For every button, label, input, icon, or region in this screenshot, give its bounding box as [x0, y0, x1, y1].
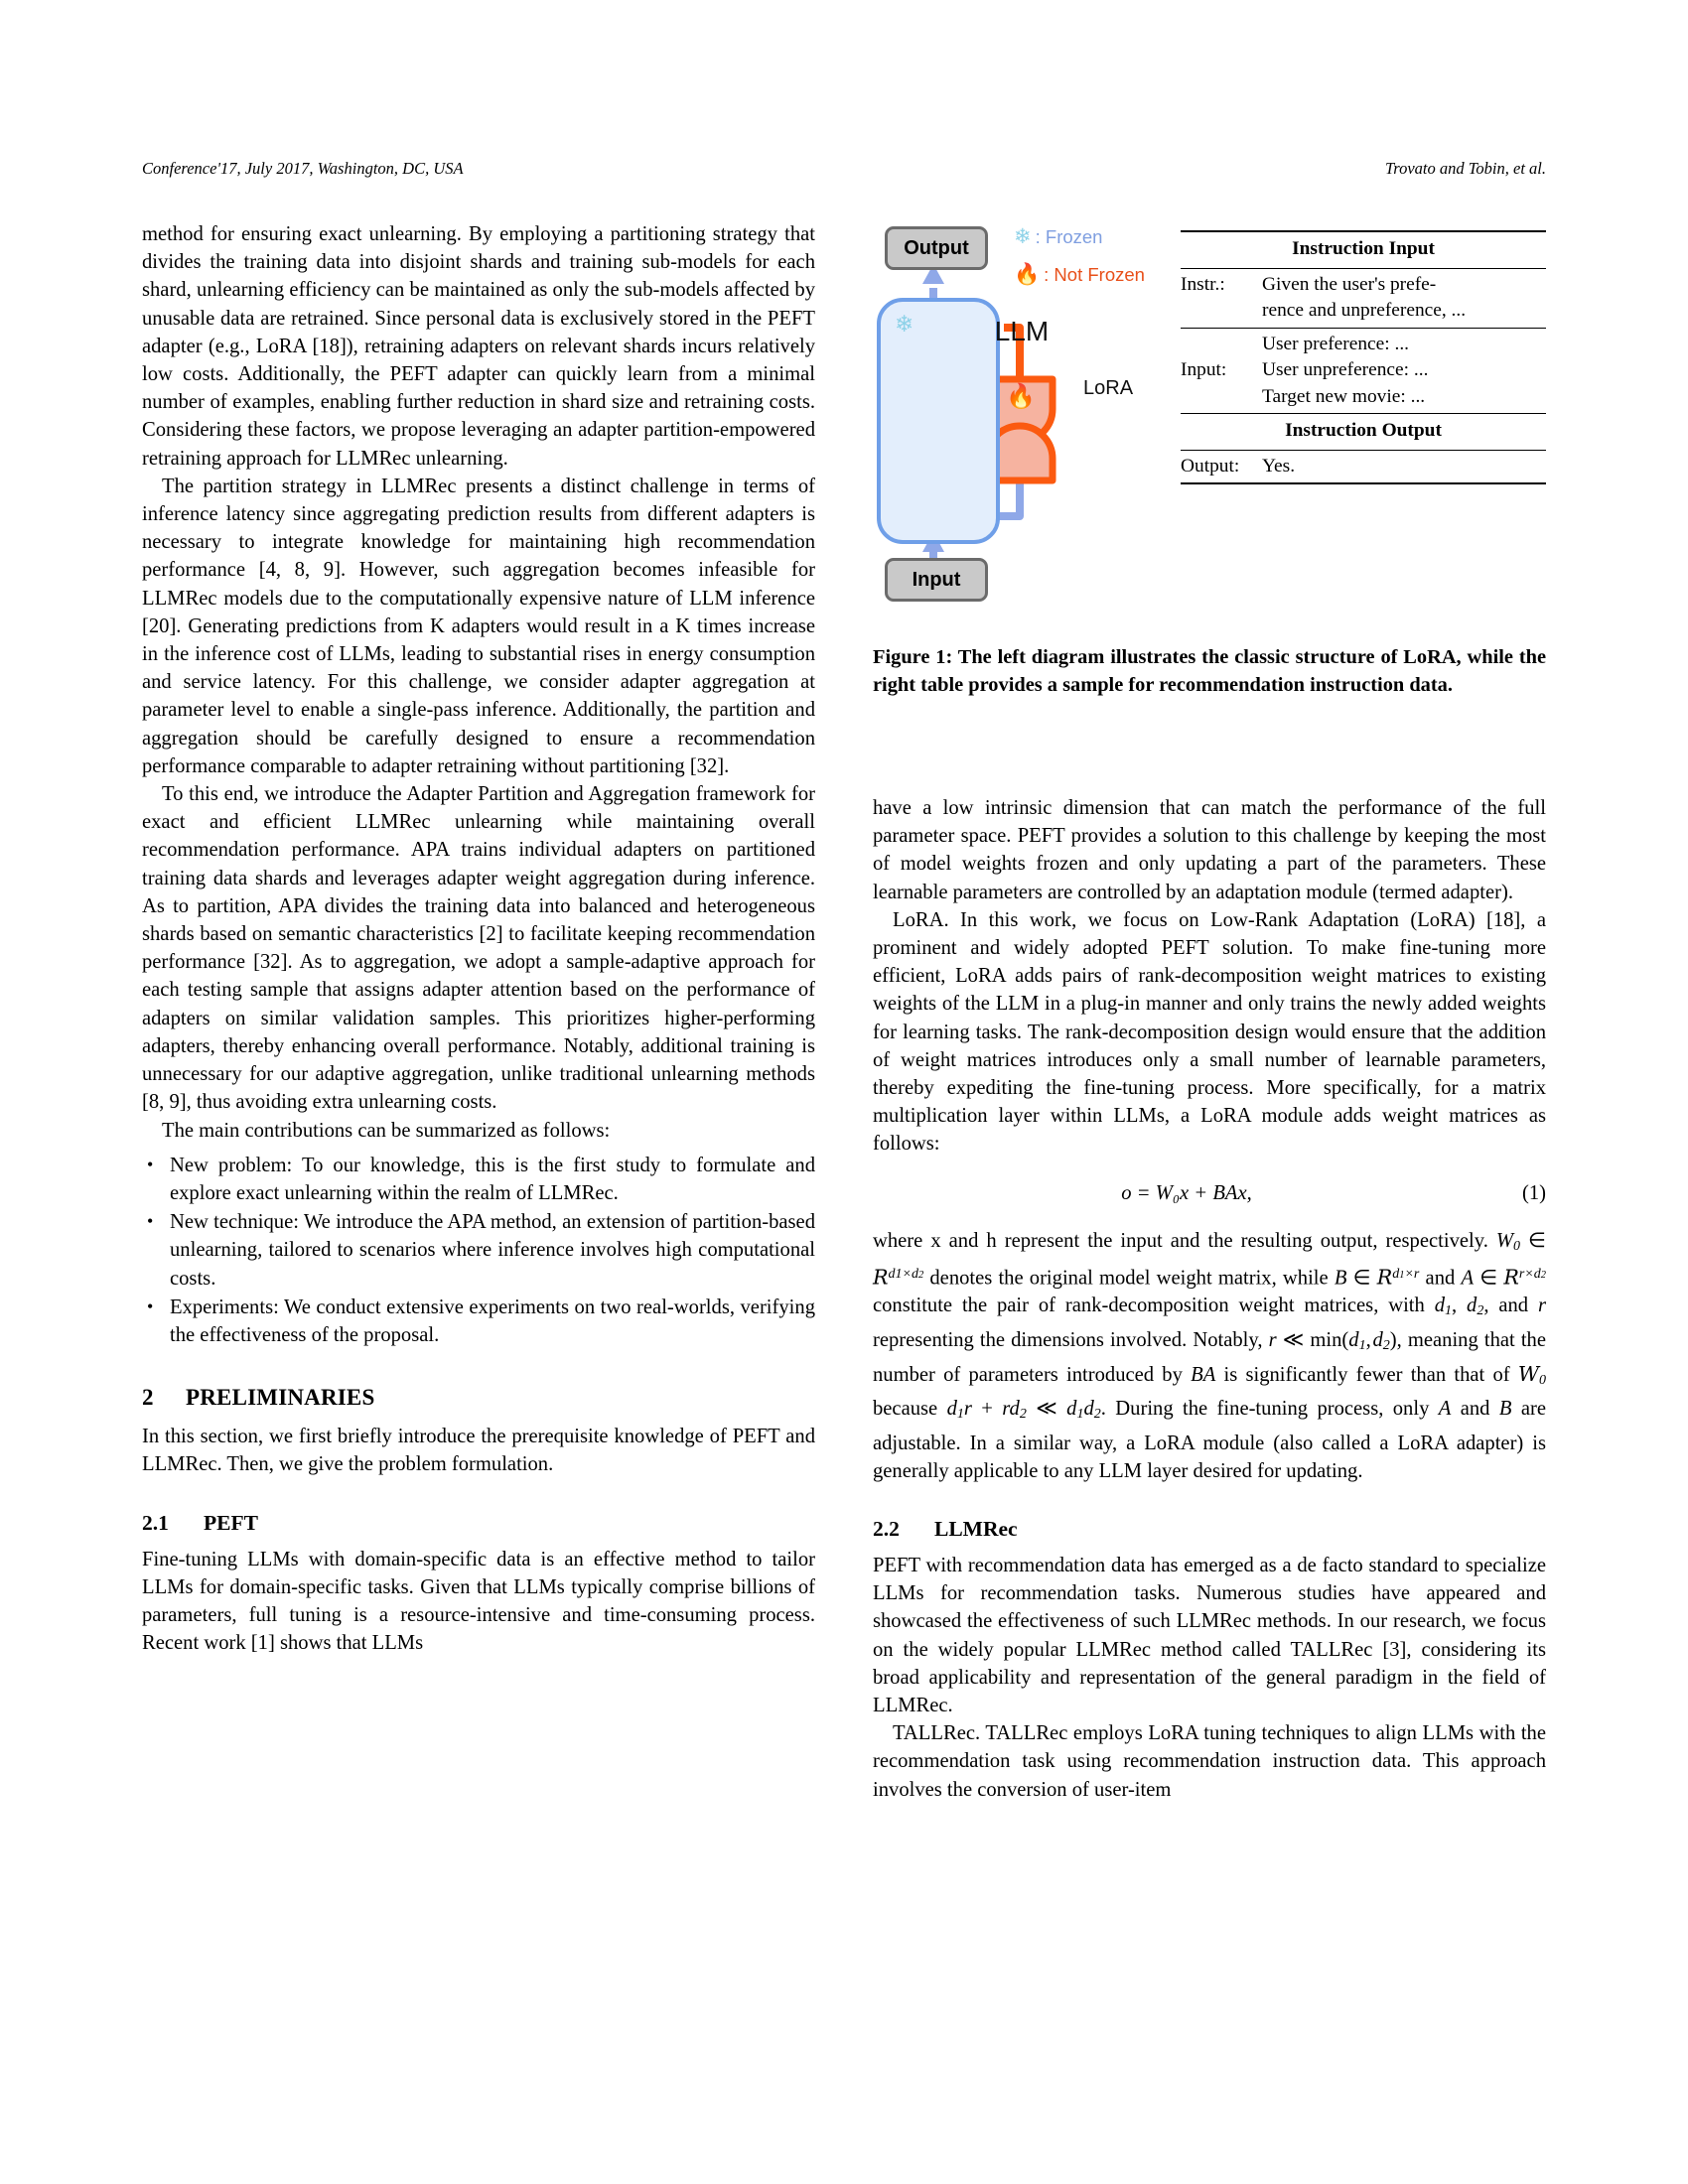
table-cell-key: Output:	[1181, 450, 1262, 483]
instruction-table-wrap	[1181, 230, 1546, 484]
equation-tag: (1)	[1521, 1181, 1546, 1204]
subsection-heading-llmrec	[873, 1517, 1546, 1542]
figure-1	[873, 220, 1546, 699]
value-line: User unpreference: ...	[1262, 359, 1429, 380]
paragraph: Fine-tuning LLMs with domain-specific data is an effective method to tailor LLMs for domain-specific tasks. Given that LLMs typically comprise billions of parameters, full tuning is a resource-intensive and time-consuming process. Recent work [1] shows that LLMs	[142, 1548, 815, 1655]
paragraph: In this section, we first briefly introduce the prerequisite knowledge of PEFT and LLMRec. Then, we give the problem formulation.	[142, 1426, 815, 1476]
paragraph: PEFT with recommendation data has emerged as a de facto standard to specialize LLMs for recommendation tasks. Numerous studies have appeared and showcased the effectiveness of such LLMRec methods. In our research, we focus on the widely popular LLMRec method called TALLRec [3], considering its broad applicability and representation of the general paradigm in the field of LLMRec.	[873, 1554, 1546, 1716]
llm-label: LLM	[994, 316, 1050, 346]
list-item: • New technique: We introduce the APA method, an extension of partition-based unlearning, tailored to scenarios where inference involves high computational costs.	[166, 1208, 815, 1293]
section-title: PRELIMINARIES	[186, 1385, 375, 1411]
subsection-title: PEFT	[204, 1510, 258, 1535]
subsection-title: LLMRec	[934, 1516, 1018, 1541]
paragraph: To this end, we introduce the Adapter Partition and Aggregation framework for exact and efficient LLMRec unlearning while maintaining overall recommendation performance. APA trains individual adapters on partitioned training data shards and leverages adapter weight aggregation during inference. As to partition, APA divides the training data into balanced and heterogeneous shards based on semantic characteristics [2] to facilitate keeping recommendation performance [32]. As to aggregation, we adopt a sample-adaptive approach for each testing sample that assigns adapter attention based on the performance of adapters on similar validation samples. This prioritizes higher-performing adapters, thereby enhancing overall performance. Notably, additional training is unnecessary for our adaptive aggregation, unlike traditional unlearning methods [8, 9], thus avoiding extra unlearning costs.	[142, 783, 815, 1114]
paragraph-lead: where x and h represent the input and the resulting output, respectively.	[873, 1229, 1488, 1252]
lora-label: LoRA	[1083, 377, 1134, 399]
subsection-number: 2.1	[142, 1510, 169, 1535]
left-column	[142, 220, 815, 1657]
output-node: Output	[885, 226, 988, 270]
section-heading-preliminaries	[142, 1385, 815, 1411]
table-cell-key: Instr.:	[1181, 268, 1262, 328]
value-line: Target new movie: ...	[1262, 385, 1426, 407]
paragraph: LoRA. In this work, we focus on Low-Rank Adaptation (LoRA) [18], a prominent and widely adopted PEFT solution. To make fine-tuning more efficient, LoRA adds pairs of rank-decomposition weight matrices to existing weights of the LLM in a plug-in manner and only trains the newly added weights for learning tasks. The rank-decomposition design would ensure that the addition of weight matrices introduces only a small number of learnable parameters, thereby expediting the fine-tuning process. More specifically, for a matrix multiplication layer within LLMs, a LoRA module adds weight matrices as follows:	[873, 908, 1546, 1156]
paragraph: have a low intrinsic dimension that can match the performance of the full parameter space. PEFT provides a solution to this challenge by keeping the most of model weights frozen and only updating a part of the parameters. These learnable parameters are controlled by an adaptation module (termed adapter).	[873, 797, 1546, 903]
subsection-heading-peft	[142, 1511, 815, 1536]
section-number: 2	[142, 1385, 154, 1411]
table-cell-value: Yes.	[1262, 450, 1546, 483]
table-cell-key: Input:	[1181, 328, 1262, 414]
contributions-list	[142, 1152, 815, 1349]
snowflake-icon: ❄	[1014, 225, 1032, 248]
legend-row-not-frozen	[1014, 263, 1145, 287]
list-item: • New problem: To our knowledge, this is the first study to formulate and explore exact unlearning within the realm of LLMRec.	[166, 1152, 815, 1207]
table-row	[1181, 328, 1546, 414]
running-head-left: Conference'17, July 2017, Washington, DC, USA	[142, 159, 464, 178]
instruction-table	[1181, 230, 1546, 484]
table-cell-value	[1262, 328, 1546, 414]
figure-caption: Figure 1: The left diagram illustrates the classic structure of LoRA, while the right table provides a sample for recommendation instruction data.	[873, 646, 1546, 696]
paragraph: The main contributions can be summarized as follows:	[162, 1119, 611, 1142]
table-header-cell: Instruction Output	[1181, 414, 1546, 451]
table-header-instruction-input	[1181, 231, 1546, 268]
table-header-instruction-output	[1181, 414, 1546, 451]
fire-icon: 🔥	[1014, 263, 1041, 286]
equation-body: o = W₀x + BAx,	[1121, 1181, 1252, 1204]
input-node: Input	[885, 558, 988, 602]
figure-content	[873, 220, 1546, 617]
lora-diagram	[873, 220, 1171, 617]
list-item: • Experiments: We conduct extensive experiments on two real-worlds, verifying the effectiveness of the proposal.	[166, 1294, 815, 1349]
table-header-cell: Instruction Input	[1181, 231, 1546, 268]
legend-row-frozen	[1014, 224, 1145, 249]
right-column	[873, 794, 1546, 1804]
fire-icon: 🔥	[1006, 384, 1036, 410]
diagram-legend	[1014, 224, 1145, 301]
value-line: rence and unpreference, ...	[1262, 300, 1467, 321]
table-cell-value	[1262, 268, 1546, 328]
legend-label-not-frozen: : Not Frozen	[1044, 264, 1145, 285]
paragraph: method for ensuring exact unlearning. By employing a partitioning strategy that divides the training data into disjoint shards and training sub-models for each shard, unlearning efficiency can be maintained as only the sub-models affected by unusable data are retrained. Since personal data is exclusively stored in the PEFT adapter (e.g., LoRA [18]), retraining adapters on relevant shards incurs relatively low costs. Additionally, the PEFT adapter can quickly learn from a minimal number of examples, enabling further reduction in shard size and retraining costs. Considering these factors, we propose leveraging an adapter partition-empowered retraining approach for LLMRec unlearning.	[142, 223, 815, 470]
equation-1	[873, 1182, 1546, 1205]
running-head-right: Trovato and Tobin, et al.	[1385, 159, 1546, 178]
paragraph: TALLRec. TALLRec employs LoRA tuning techniques to align LLMs with the recommendation task using recommendation instruction data. This approach involves the conversion of user-item	[873, 1722, 1546, 1801]
table-row	[1181, 450, 1546, 483]
value-line: Given the user's prefe-	[1262, 273, 1437, 295]
paragraph-after-equation: where x and h represent the input and the resulting output, respectively. $W_0$ ∈ $R^{d1\times d2}$ denotes the original model weight matrix, while B ∈ $R^{d1\times r}$ and A ∈ $R^{r\times d2}$ constitute the pair of rank-decomposition weight matrices, with $d_1$, $d_2$, and r representing the dimensions involved. Notably, r ≪ $\min(d_1$, $d_2$), meaning that the number of parameters introduced by BA is significantly fewer than that of $W_0$ because $d_1r + rd_2$ ≪ $d_1d_2$. During the fine-tuning process, only A and B are adjustable. In a similar way, a LoRA module (also called a LoRA adapter) is generally applicable to any LLM layer desired for updating.	[873, 1229, 1546, 1482]
value-line: User preference: ...	[1262, 333, 1410, 354]
paragraph: The partition strategy in LLMRec presents a distinct challenge in terms of inference latency since aggregating prediction results from different adapters is necessary to integrate knowledge for maintaining high recommendation performance [4, 8, 9]. However, such aggregation becomes infeasible for LLMRec models due to the computationally expensive nature of LLM inference [20]. Generating predictions from K adapters would result in a K times increase in the inference cost of LLMs, leading to substantial rises in energy consumption and service latency. For this challenge, we consider adapter aggregation at parameter level to enable a single-pass inference. Additionally, the partition and aggregation should be carefully designed to ensure a recommendation performance comparable to adapter retraining without partitioning [32].	[142, 475, 815, 777]
subsection-number: 2.2	[873, 1516, 900, 1541]
snowflake-icon: ❄	[895, 312, 914, 337]
legend-label-frozen: : Frozen	[1035, 225, 1103, 247]
running-head	[142, 159, 1546, 179]
table-row	[1181, 268, 1546, 328]
